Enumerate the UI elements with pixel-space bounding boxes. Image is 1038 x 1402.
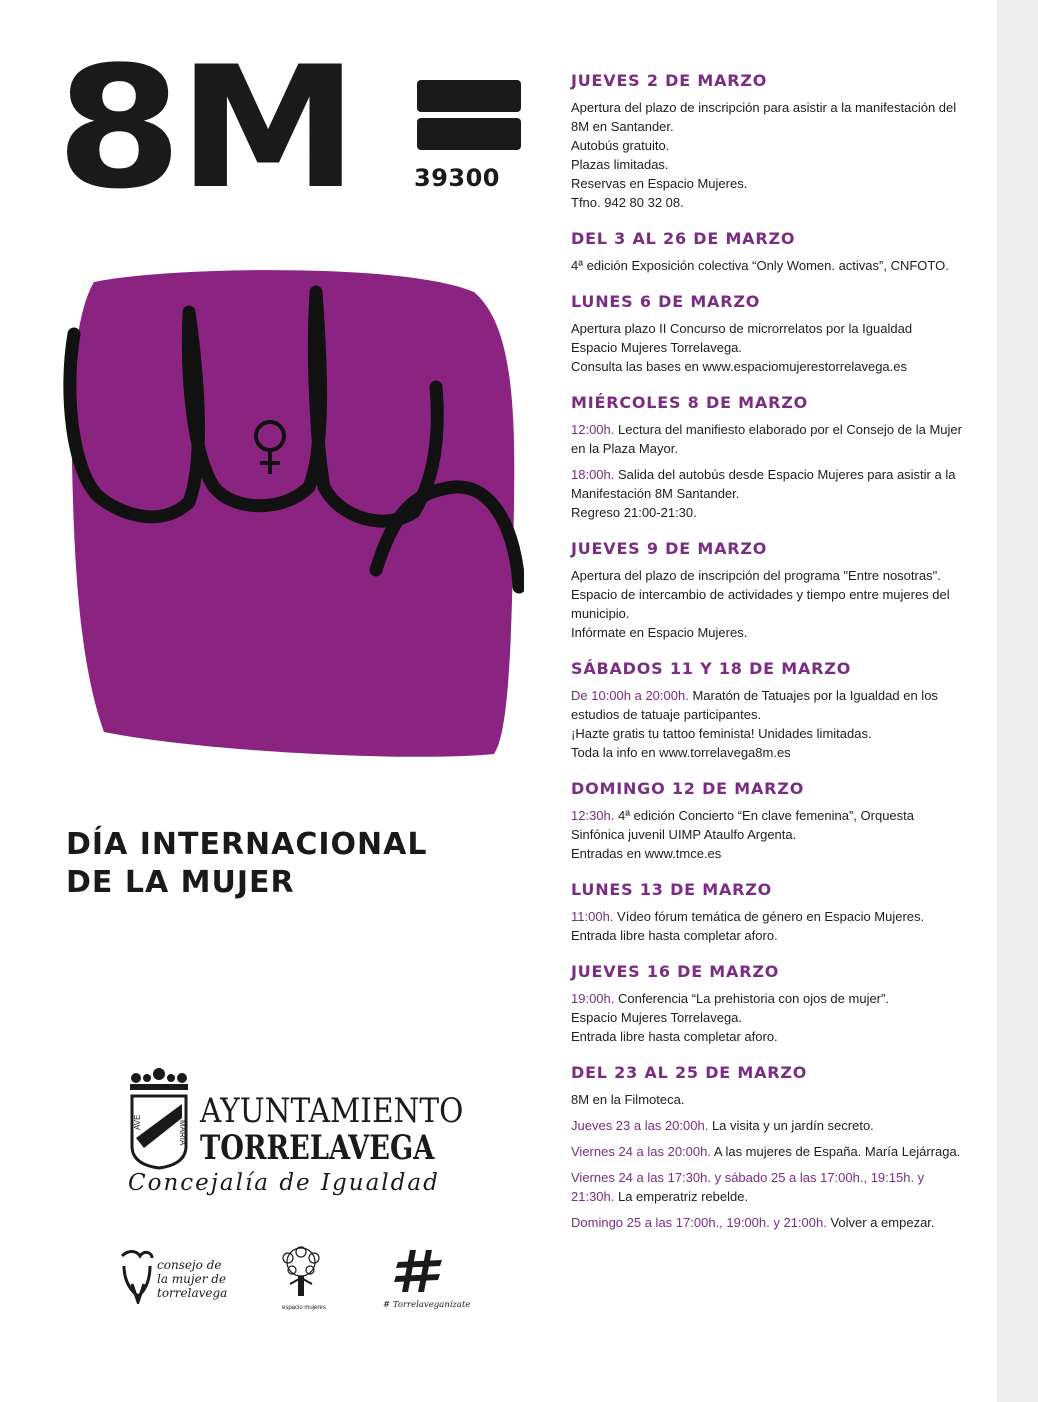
hashtag-icon [394,1248,444,1294]
event-text: Consulta las bases en www.espaciomujerestorrelavega.es [571,359,908,374]
ayuntamiento-line-2: TORRELAVEGA [200,1128,435,1168]
event-item [571,540,971,642]
hashtag-text: # Torrelaveganízate [383,1300,471,1310]
event-date-heading: JUEVES 9 DE MARZO [571,539,768,558]
consejo-logo-icon [118,1248,156,1304]
consejo-line-1: consejo de [157,1258,222,1272]
event-text: Tfno. 942 80 32 08. [571,195,684,210]
fist-icon [54,262,524,767]
event-description [571,1168,971,1206]
event-description [571,566,971,623]
event-time: Jueves 23 a las 20:00h. [571,1118,709,1133]
event-item [571,394,971,522]
event-date-heading: DOMINGO 12 DE MARZO [571,779,805,798]
event-text: Plazas limitadas. [571,157,669,172]
event-date-heading: LUNES 13 DE MARZO [571,880,773,899]
event-description [571,193,971,212]
event-description [571,155,971,174]
event-description [571,623,971,642]
event-description [571,338,971,357]
event-description [571,686,971,724]
event-item [571,660,971,762]
event-description [571,743,971,762]
crest-right-text: MARIA [178,1120,187,1146]
event-schedule [571,72,971,1250]
event-text: Toda la info en www.torrelavega8m.es [571,745,791,760]
event-text: Apertura plazo II Concurso de microrrelatos por la Igualdad [571,321,913,336]
event-text: A las mujeres de España. María Lejárraga. [710,1144,961,1159]
event-text: Autobús gratuito. [571,138,670,153]
ayuntamiento-name [200,1093,503,1167]
event-text: La visita y un jardín secreto. [708,1118,874,1133]
event-text: Apertura del plazo de inscripción para asistir a la manifestación del 8M en Santander. [571,100,957,134]
event-description [571,136,971,155]
event-time: 12:00h. [571,422,615,437]
event-description [571,724,971,743]
event-text: Entrada libre hasta completar aforo. [571,928,778,943]
event-description [571,1008,971,1027]
event-text: Salida del autobús desde Espacio Mujeres para asistir a la Manifestación 8M Santander. [571,467,956,501]
event-description [571,844,971,863]
event-time: 11:00h. [571,909,614,924]
event-text: Espacio Mujeres Torrelavega. [571,1010,743,1025]
event-item [571,780,971,863]
equals-bar-top [417,80,521,112]
event-description [571,806,971,844]
logo-8m: 8M [56,30,355,226]
equals-bar-bottom [417,118,521,150]
event-item [571,1064,971,1232]
event-description [571,319,971,338]
event-time: 12:30h. [571,808,615,823]
event-text: Regreso 21:00-21:30. [571,505,697,520]
event-description [571,1213,971,1232]
event-text: Apertura del plazo de inscripción del programa "Entre nosotras". Espacio de intercambio de actividades y tiempo entre mujeres del municipio. [571,568,950,621]
event-text: 8M en la Filmoteca. [571,1092,685,1107]
event-description [571,465,971,503]
event-text: Reservas en Espacio Mujeres. [571,176,748,191]
event-description [571,503,971,522]
event-time: 19:00h. [571,991,615,1006]
event-text: Infórmate en Espacio Mujeres. [571,625,748,640]
event-description [571,174,971,193]
consejo-line-3: torrelavega [157,1286,228,1300]
espacio-mujeres-text: espacio mujeres [282,1305,326,1311]
event-description [571,989,971,1008]
event-text: Espacio Mujeres Torrelavega. [571,340,743,355]
event-item [571,72,971,212]
event-date-heading: LUNES 6 DE MARZO [571,292,761,311]
event-text: Entradas en www.tmce.es [571,846,722,861]
event-item [571,963,971,1046]
event-description [571,357,971,376]
ayuntamiento-crest-icon [126,1068,192,1170]
event-text: ¡Hazte gratis tu tattoo feminista! Unidades limitadas. [571,726,872,741]
event-date-heading: MIÉRCOLES 8 DE MARZO [571,393,808,412]
event-description [571,1142,971,1161]
event-time: 18:00h. [571,467,615,482]
event-description [571,926,971,945]
event-description [571,420,971,458]
zip-code: 39300 [414,164,500,192]
event-date-heading: JUEVES 2 DE MARZO [571,71,768,90]
event-item [571,293,971,376]
event-description [571,98,971,136]
event-description [571,256,971,275]
event-description [571,1090,971,1109]
event-text: La emperatriz rebelde. [614,1189,749,1204]
event-date-heading: SÁBADOS 11 Y 18 DE MARZO [571,659,852,678]
event-item [571,230,971,275]
event-title [66,826,428,902]
concejalia-text: Concejalía de Igualdad [128,1170,440,1196]
event-time: Viernes 24 a las 20:00h. [571,1144,711,1159]
event-date-heading: JUEVES 16 DE MARZO [571,962,780,981]
event-description [571,1027,971,1046]
event-text: Entrada libre hasta completar aforo. [571,1029,778,1044]
event-time: Domingo 25 a las 17:00h., 19:00h. y 21:00h. [571,1215,827,1230]
event-time: Viernes 24 a las 17:30h. y sábado 25 a las 17:00h., 19:15h. y 21:30h. [571,1170,925,1204]
ayuntamiento-line-1: AYUNTAMIENTO [200,1091,464,1131]
event-date-heading: DEL 3 AL 26 DE MARZO [571,229,796,248]
event-text: Volver a empezar. [826,1215,935,1230]
event-text: 4ª edición Concierto “En clave femenina”, Orquesta Sinfónica juvenil UIMP Ataulfo Argenta. [571,808,915,842]
consejo-line-2: la mujer de [157,1272,227,1286]
event-item [571,881,971,945]
event-description [571,1116,971,1135]
event-description [571,907,971,926]
event-text: 4ª edición Exposición colectiva “Only Women. activas”, CNFOTO. [571,258,949,273]
espacio-mujeres-tree-icon [276,1244,326,1304]
event-text: Conferencia “La prehistoria con ojos de mujer”. [614,991,889,1006]
right-margin-strip [997,0,1038,1402]
crest-left-text: AVE [133,1114,142,1130]
event-date-heading: DEL 23 AL 25 DE MARZO [571,1063,808,1082]
event-time: De 10:00h a 20:00h. [571,688,689,703]
event-text: Lectura del manifiesto elaborado por el Consejo de la Mujer en la Plaza Mayor. [571,422,962,456]
event-text: Maratón de Tatuajes por la Igualdad en los estudios de tatuaje participantes. [571,688,938,722]
event-text: Vídeo fórum temática de género en Espacio Mujeres. [613,909,925,924]
title-line-1: DÍA INTERNACIONAL [66,827,428,862]
consejo-text [157,1258,227,1300]
title-line-2: DE LA MUJER [66,865,295,900]
